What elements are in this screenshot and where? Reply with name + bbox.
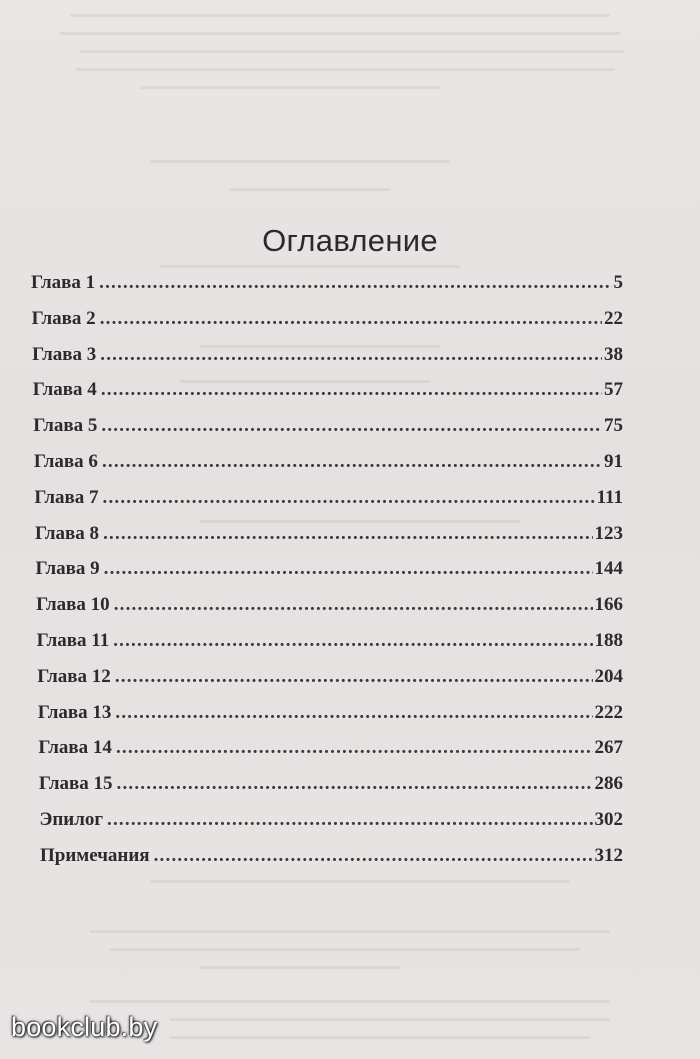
toc-entry	[38, 702, 623, 724]
toc-entry	[34, 451, 623, 473]
toc-entry-page-number: 222	[594, 701, 623, 723]
toc-entry	[31, 272, 623, 294]
toc-entry-page-number: 312	[594, 844, 623, 866]
toc-entry-page-number: 5	[613, 272, 623, 293]
toc-entry-page-number: 286	[594, 773, 623, 795]
toc-entry-page-number: 144	[594, 558, 623, 580]
toc-leader-dots	[116, 737, 593, 759]
toc-entry-page-number: 22	[604, 307, 623, 329]
toc-leader-dots	[113, 630, 592, 652]
toc-leader-dots	[115, 702, 592, 724]
toc-entry-label: Глава 8	[34, 522, 100, 544]
page-title: Оглавление	[262, 222, 438, 258]
toc-entry-label: Эпилог	[39, 809, 104, 830]
toc-entry-label: Глава 7	[34, 486, 99, 508]
toc-entry	[40, 845, 623, 867]
toc-entry	[33, 379, 623, 401]
toc-leader-dots	[114, 594, 593, 616]
toc-entry-page-number: 123	[594, 522, 623, 544]
toc-leader-dots	[99, 272, 611, 294]
toc-entry-label: Глава 2	[31, 307, 96, 329]
toc-entry	[39, 809, 623, 831]
toc-entry	[39, 773, 623, 795]
toc-leader-dots	[115, 666, 593, 688]
toc-entry-page-number: 267	[594, 737, 623, 759]
toc-leader-dots	[101, 379, 602, 401]
toc-entry-page-number: 166	[594, 594, 623, 616]
toc-entry-label: Примечания	[40, 844, 150, 866]
toc-entry-page-number: 91	[604, 451, 623, 472]
site-watermark: bookclub.by	[11, 1012, 158, 1042]
toc-entry-label: Глава 11	[36, 630, 110, 651]
toc-leader-dots	[100, 308, 602, 330]
toc-leader-dots	[102, 451, 602, 473]
toc-leader-dots	[100, 344, 602, 366]
toc-entry-page-number: 75	[604, 415, 623, 437]
toc-entry-label: Глава 3	[32, 343, 97, 365]
toc-entry-page-number: 302	[594, 809, 623, 830]
toc-entry-label: Глава 1	[31, 272, 96, 293]
toc-leader-dots	[117, 773, 593, 795]
toc-entry-label: Глава 4	[32, 379, 97, 401]
toc-entry-label: Глава 9	[35, 558, 100, 580]
toc-entry	[37, 630, 623, 652]
toc-entry-page-number: 57	[604, 379, 623, 401]
toc-entry-label: Глава 13	[37, 701, 112, 723]
toc-entry-label: Глава 15	[38, 773, 113, 795]
toc-entry	[35, 523, 623, 545]
toc-entry	[33, 415, 623, 437]
toc-entry-label: Глава 6	[33, 451, 98, 472]
toc-entry-page-number: 204	[594, 665, 623, 687]
toc-entry-page-number: 111	[596, 486, 623, 508]
toc-entry-label: Глава 5	[33, 415, 98, 437]
toc-entry	[32, 344, 623, 366]
toc-entry	[36, 594, 623, 616]
toc-entry-label: Глава 14	[38, 737, 112, 759]
toc-leader-dots	[101, 415, 602, 437]
toc-entry-label: Глава 12	[37, 665, 111, 687]
toc-entry	[32, 308, 623, 330]
toc-leader-dots	[104, 558, 593, 580]
toc-entry	[36, 558, 624, 580]
toc-entry-label: Глава 10	[36, 594, 110, 616]
toc-leader-dots	[107, 809, 592, 831]
toc-leader-dots	[103, 487, 595, 509]
toc-entry	[37, 666, 623, 688]
toc-entry-page-number: 38	[604, 343, 623, 365]
toc-leader-dots	[154, 845, 593, 867]
toc-entry	[38, 737, 623, 759]
toc-leader-dots	[103, 523, 592, 545]
toc-entry-page-number: 188	[594, 630, 623, 651]
toc-entry	[34, 487, 623, 509]
